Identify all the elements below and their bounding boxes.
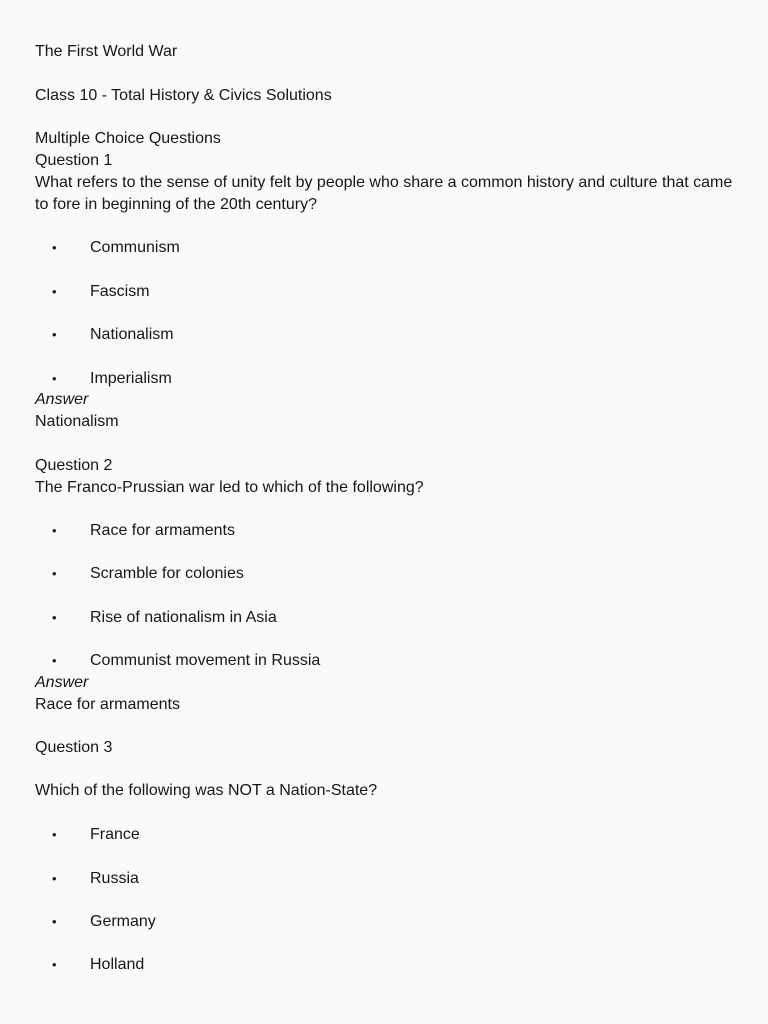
question-1-option-3 (0, 324, 700, 346)
question-2-option-4 (0, 650, 700, 672)
question-3-text: Which of the following was NOT a Nation-State? (35, 782, 378, 799)
question-3-label: Question 3 (35, 739, 113, 756)
question-2-answer-label: Answer (35, 674, 89, 691)
bullet-icon: • (52, 610, 57, 625)
bullet-icon: • (52, 914, 57, 929)
option-label: Holland (90, 956, 145, 973)
option-label: Imperialism (90, 370, 172, 387)
document-subtitle: Class 10 - Total History & Civics Solutions (35, 87, 332, 104)
option-label: Communism (90, 239, 180, 256)
question-2-option-2 (0, 563, 700, 585)
option-label: Communist movement in Russia (90, 652, 321, 669)
option-label: Race for armaments (90, 522, 235, 539)
option-label: Rise of nationalism in Asia (90, 609, 277, 626)
document-title: The First World War (35, 43, 178, 60)
question-2-label: Question 2 (35, 457, 113, 474)
bullet-icon: • (52, 327, 57, 342)
bullet-icon: • (52, 957, 57, 972)
question-3-option-4 (0, 954, 700, 976)
question-1-option-2 (0, 281, 700, 303)
bullet-icon: • (52, 653, 57, 668)
question-1-text: What refers to the sense of unity felt by people who share a common history and culture that came to fore in beginning of the 20th century? (35, 174, 733, 213)
option-label: France (90, 826, 140, 843)
question-2-answer: Race for armaments (35, 696, 180, 713)
question-2-option-3 (0, 607, 700, 629)
bullet-icon: • (52, 566, 57, 581)
section-heading: Multiple Choice Questions (35, 130, 221, 147)
question-1-option-1 (0, 237, 700, 259)
question-3-option-1 (0, 824, 700, 846)
option-label: Germany (90, 913, 156, 930)
bullet-icon: • (52, 523, 57, 538)
option-label: Nationalism (90, 326, 174, 343)
question-1-answer: Nationalism (35, 413, 119, 430)
question-3-option-3 (0, 911, 700, 933)
bullet-icon: • (52, 240, 57, 255)
bullet-icon: • (52, 871, 57, 886)
option-label: Scramble for colonies (90, 565, 244, 582)
bullet-icon: • (52, 827, 57, 842)
option-label: Russia (90, 870, 139, 887)
option-label: Fascism (90, 283, 150, 300)
question-3-option-2 (0, 868, 700, 890)
bullet-icon: • (52, 371, 57, 386)
question-2-option-1 (0, 520, 700, 542)
question-1-option-4 (0, 368, 700, 390)
question-1-answer-label: Answer (35, 391, 89, 408)
question-1-label: Question 1 (35, 152, 113, 169)
bullet-icon: • (52, 284, 57, 299)
question-2-text: The Franco-Prussian war led to which of the following? (35, 479, 424, 496)
